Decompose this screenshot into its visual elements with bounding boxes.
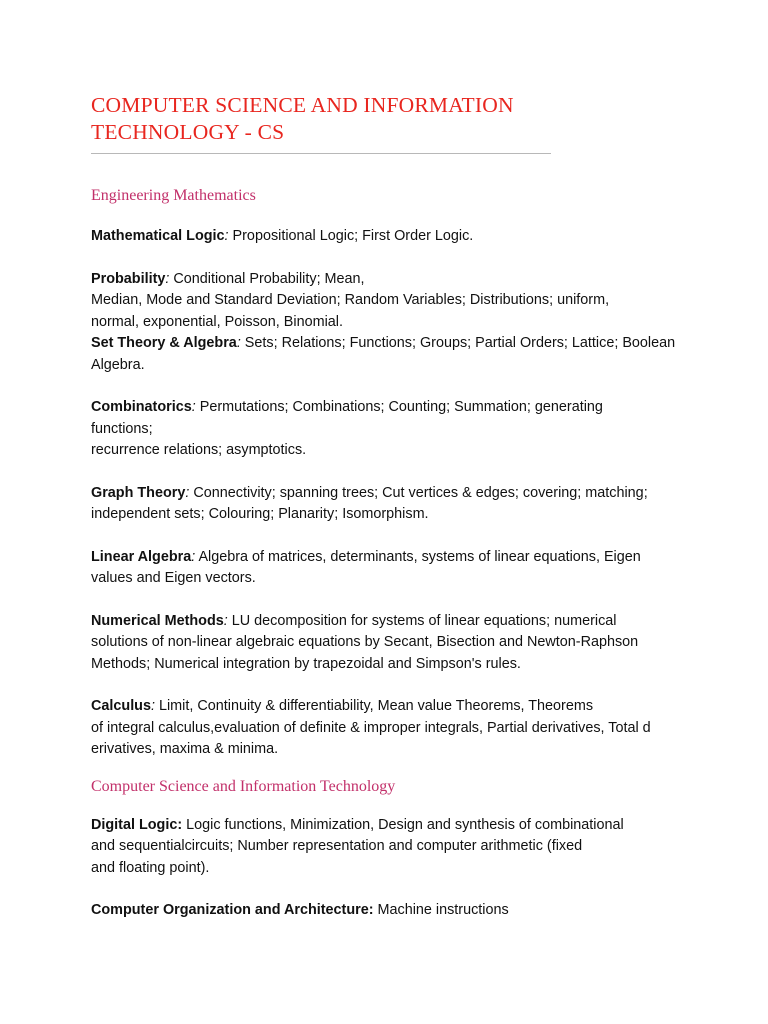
topic-set-theory-algebra: Set Theory & Algebra: Sets; Relations; Functions; Groups; Partial Orders; Lattice; Boolean Algebra. [91,333,711,376]
topic-linear-algebra: Linear Algebra: Algebra of matrices, determinants, systems of linear equations, Eigen values and Eigen vectors. [91,547,711,590]
topic-label: Calculus [91,698,151,714]
topic-text: Limit, Continuity & differentiability, Mean value Theorems, Theorems [154,698,594,714]
title-line-1: COMPUTER SCIENCE AND INFORMATION [91,93,514,117]
topic-text: solutions of non-linear algebraic equations by Secant, Bisection and Newton-Raphson [91,634,639,650]
topic-label: Probability [91,270,166,287]
section-heading-engineering-mathematics: Engineering Mathematics [91,187,256,204]
topic-label: Set Theory & Algebra [91,335,237,351]
topic-text: values and Eigen vectors. [91,570,256,586]
document-title [91,92,561,146]
topic-graph-theory: Graph Theory: Connectivity; spanning trees; Cut vertices & edges; covering; matching; independent sets; Colouring; Planarity; Isomorphism. [91,483,711,526]
topic-calculus: Calculus: Limit, Continuity & differentiability, Mean value Theorems, Theorems of integral calculus,evaluation of definite & improper integrals, Partial derivatives, Total d erivatives, maxima & minima. [91,696,711,761]
topic-label: Linear Algebra [91,548,192,565]
topic-label: Digital Logic: [91,816,183,833]
topic-label: Computer Organization and Architecture: [91,902,374,918]
topic-text: Connectivity; spanning trees; Cut vertices & edges; covering; matching; [189,484,648,501]
topic-label: Numerical Methods [91,612,224,629]
topic-text: functions; [91,420,153,437]
topic-mathematical-logic: Mathematical Logic: Propositional Logic; First Order Logic. [91,228,474,244]
topic-label: Combinatorics [91,399,192,415]
topic-text: and sequentialcircuits; Number representation and computer arithmetic (fixed [91,838,583,854]
topic-text: of integral calculus,evaluation of definite & improper integrals, Partial derivatives, Total d [91,719,651,736]
topic-probability: Probability: Conditional Probability; Mean, Median, Mode and Standard Deviation; Random Variables; Distributions; uniform, normal, exponential, Poisson, Binomial. [91,269,711,334]
title-line-2: TECHNOLOGY - CS [91,120,285,144]
topic-text: Permutations; Combinations; Counting; Summation; generating [195,399,603,415]
topic-text: recurrence relations; asymptotics. [91,442,307,458]
topic-text: independent sets; Colouring; Planarity; Isomorphism. [91,506,429,522]
topic-numerical-methods: Numerical Methods: LU decomposition for systems of linear equations; numerical solutions of non-linear algebraic equations by Secant, Bisection and Newton-Raphson Methods; Numerical integration by trapezoidal and Simpson's rules. [91,611,711,676]
topic-label: Graph Theory [91,484,186,501]
topic-text: Logic functions, Minimization, Design and synthesis of combinational [182,816,624,833]
topic-text: normal, exponential, Poisson, Binomial. [91,313,343,330]
topic-text: Algebra of matrices, determinants, systems of linear equations, Eigen [195,548,641,565]
topic-label: Mathematical Logic [91,228,225,244]
topic-text: erivatives, maxima & minima. [91,741,279,757]
topic-text: LU decomposition for systems of linear equations; numerical [227,612,617,629]
topic-combinatorics: Combinatorics: Permutations; Combinations; Counting; Summation; generating functions; recurrence relations; asymptotics. [91,397,711,462]
topic-text: and floating point). [91,859,210,876]
document-page [91,92,711,922]
topic-text: Conditional Probability; Mean, [169,270,365,287]
topic-text: Machine instructions [373,902,509,918]
topic-text: Sets; Relations; Functions; Groups; Partial Orders; Lattice; Boolean [240,335,676,351]
topic-digital-logic [91,815,711,880]
topic-text: Methods; Numerical integration by trapezoidal and Simpson's rules. [91,655,521,672]
topic-computer-organization [91,900,711,922]
title-divider [91,153,551,154]
topic-text: Algebra. [91,356,145,373]
topic-text: Median, Mode and Standard Deviation; Random Variables; Distributions; uniform, [91,292,610,308]
topic-text: Propositional Logic; First Order Logic. [228,228,474,244]
section-heading-computer-science: Computer Science and Information Technology [91,777,396,795]
